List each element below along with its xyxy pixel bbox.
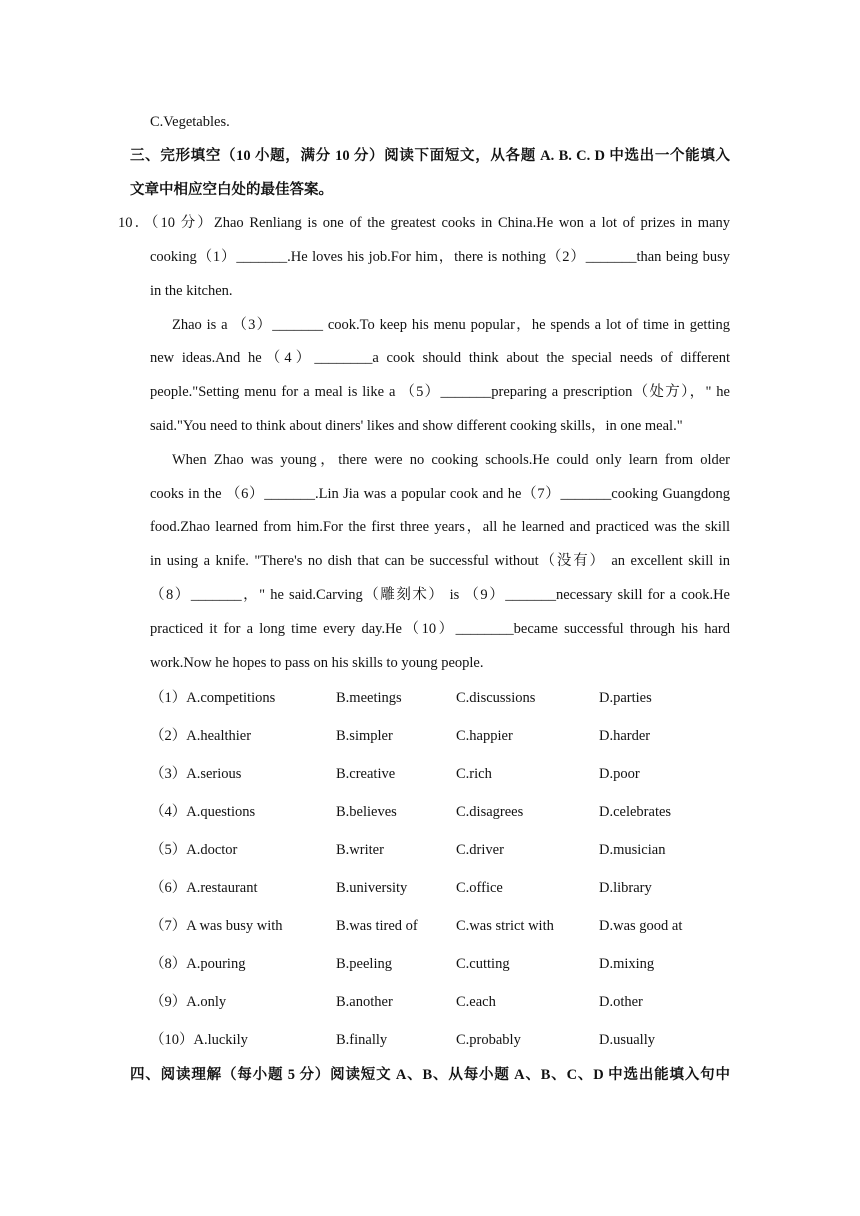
option-d: D.celebrates bbox=[599, 804, 672, 820]
option-d: D.library bbox=[599, 880, 652, 896]
option-row bbox=[150, 954, 770, 974]
question-10-line: When Zhao was young，there were no cooking schools.He could only learn from older bbox=[172, 452, 730, 468]
option-row bbox=[150, 726, 770, 746]
option-c: C.rich bbox=[456, 766, 492, 782]
option-a: （3）A.serious bbox=[150, 766, 242, 782]
option-b: B.writer bbox=[336, 842, 384, 858]
previous-option-text: C.Vegetables. bbox=[150, 114, 230, 130]
option-row bbox=[150, 1030, 770, 1050]
question-10-line: people."Setting menu for a meal is like a （5）_______preparing a prescription（处方），" he bbox=[150, 384, 730, 400]
option-b: B.creative bbox=[336, 766, 396, 782]
option-c: C.driver bbox=[456, 842, 504, 858]
option-row bbox=[150, 992, 770, 1012]
option-a: （4）A.questions bbox=[150, 804, 256, 820]
option-b: B.simpler bbox=[336, 728, 393, 744]
option-c: C.office bbox=[456, 880, 503, 896]
option-c: C.disagrees bbox=[456, 804, 524, 820]
option-d: D.musician bbox=[599, 842, 666, 858]
section-3-heading-cont: 文章中相应空白处的最佳答案。 bbox=[130, 182, 333, 198]
option-d: D.parties bbox=[599, 690, 652, 706]
option-b: B.peeling bbox=[336, 956, 392, 972]
option-a: （6）A.restaurant bbox=[150, 880, 258, 896]
option-a: （1）A.competitions bbox=[150, 690, 276, 706]
option-a: （2）A.healthier bbox=[150, 728, 252, 744]
option-row bbox=[150, 840, 770, 860]
section-3-heading: 三、完形填空（10 小题，满分 10 分）阅读下面短文，从各题 A. B. C. D 中选出一个能填入 bbox=[130, 148, 730, 164]
option-b: B.finally bbox=[336, 1032, 388, 1048]
option-c: C.cutting bbox=[456, 956, 510, 972]
question-10-line: said."You need to think about diners' likes and show different cooking skills，in one meal." bbox=[150, 418, 683, 434]
option-a: （8）A.pouring bbox=[150, 956, 246, 972]
option-row bbox=[150, 802, 770, 822]
option-b: B.meetings bbox=[336, 690, 402, 706]
question-10-line: food.Zhao learned from him.For the first three years，all he learned and practiced was the skill bbox=[150, 519, 730, 535]
option-row bbox=[150, 916, 770, 936]
question-10-line: new ideas.And he（4）________a cook should think about the special needs of different bbox=[150, 350, 730, 366]
option-b: B.was tired of bbox=[336, 918, 418, 934]
option-a: （5）A.doctor bbox=[150, 842, 238, 858]
option-a: （9）A.only bbox=[150, 994, 227, 1010]
question-10-line: cooks in the （6）_______.Lin Jia was a popular cook and he（7）_______cooking Guangdong bbox=[150, 486, 730, 502]
option-row bbox=[150, 878, 770, 898]
option-row bbox=[150, 764, 770, 784]
option-b: B.believes bbox=[336, 804, 397, 820]
option-b: B.another bbox=[336, 994, 393, 1010]
option-c: C.probably bbox=[456, 1032, 521, 1048]
question-10-line: cooking（1）_______.He loves his job.For him，there is nothing（2）_______than being busy bbox=[150, 249, 730, 265]
option-b: B.university bbox=[336, 880, 408, 896]
question-10-line: work.Now he hopes to pass on his skills to young people. bbox=[150, 655, 484, 671]
question-10-line: （8）_______，" he said.Carving（雕刻术） is （9）_______necessary skill for a cook.He bbox=[150, 587, 730, 603]
option-a: （10）A.luckily bbox=[150, 1032, 248, 1048]
option-c: C.discussions bbox=[456, 690, 536, 706]
option-a: （7）A was busy with bbox=[150, 918, 283, 934]
section-4-heading: 四、阅读理解（每小题 5 分）阅读短文 A、B、从每小题 A、B、C、D 中选出能填入句中 bbox=[130, 1067, 730, 1083]
option-d: D.usually bbox=[599, 1032, 655, 1048]
option-d: D.harder bbox=[599, 728, 651, 744]
option-c: C.was strict with bbox=[456, 918, 554, 934]
option-d: D.mixing bbox=[599, 956, 655, 972]
question-10-line: in using a knife. "There's no dish that can be successful without（没有） an excellent skill in bbox=[150, 553, 730, 569]
option-d: D.poor bbox=[599, 766, 640, 782]
option-row bbox=[150, 688, 770, 708]
question-10-line: practiced it for a long time every day.He（10）________became successful through his hard bbox=[150, 621, 730, 637]
question-10-line: in the kitchen. bbox=[150, 283, 233, 299]
question-10-line: Zhao is a （3）_______ cook.To keep his menu popular，he spends a lot of time in getting bbox=[172, 317, 730, 333]
option-d: D.was good at bbox=[599, 918, 683, 934]
question-10-line: 10．（10 分）Zhao Renliang is one of the greatest cooks in China.He won a lot of prizes in many bbox=[118, 215, 730, 231]
option-c: C.happier bbox=[456, 728, 513, 744]
option-c: C.each bbox=[456, 994, 496, 1010]
option-d: D.other bbox=[599, 994, 643, 1010]
